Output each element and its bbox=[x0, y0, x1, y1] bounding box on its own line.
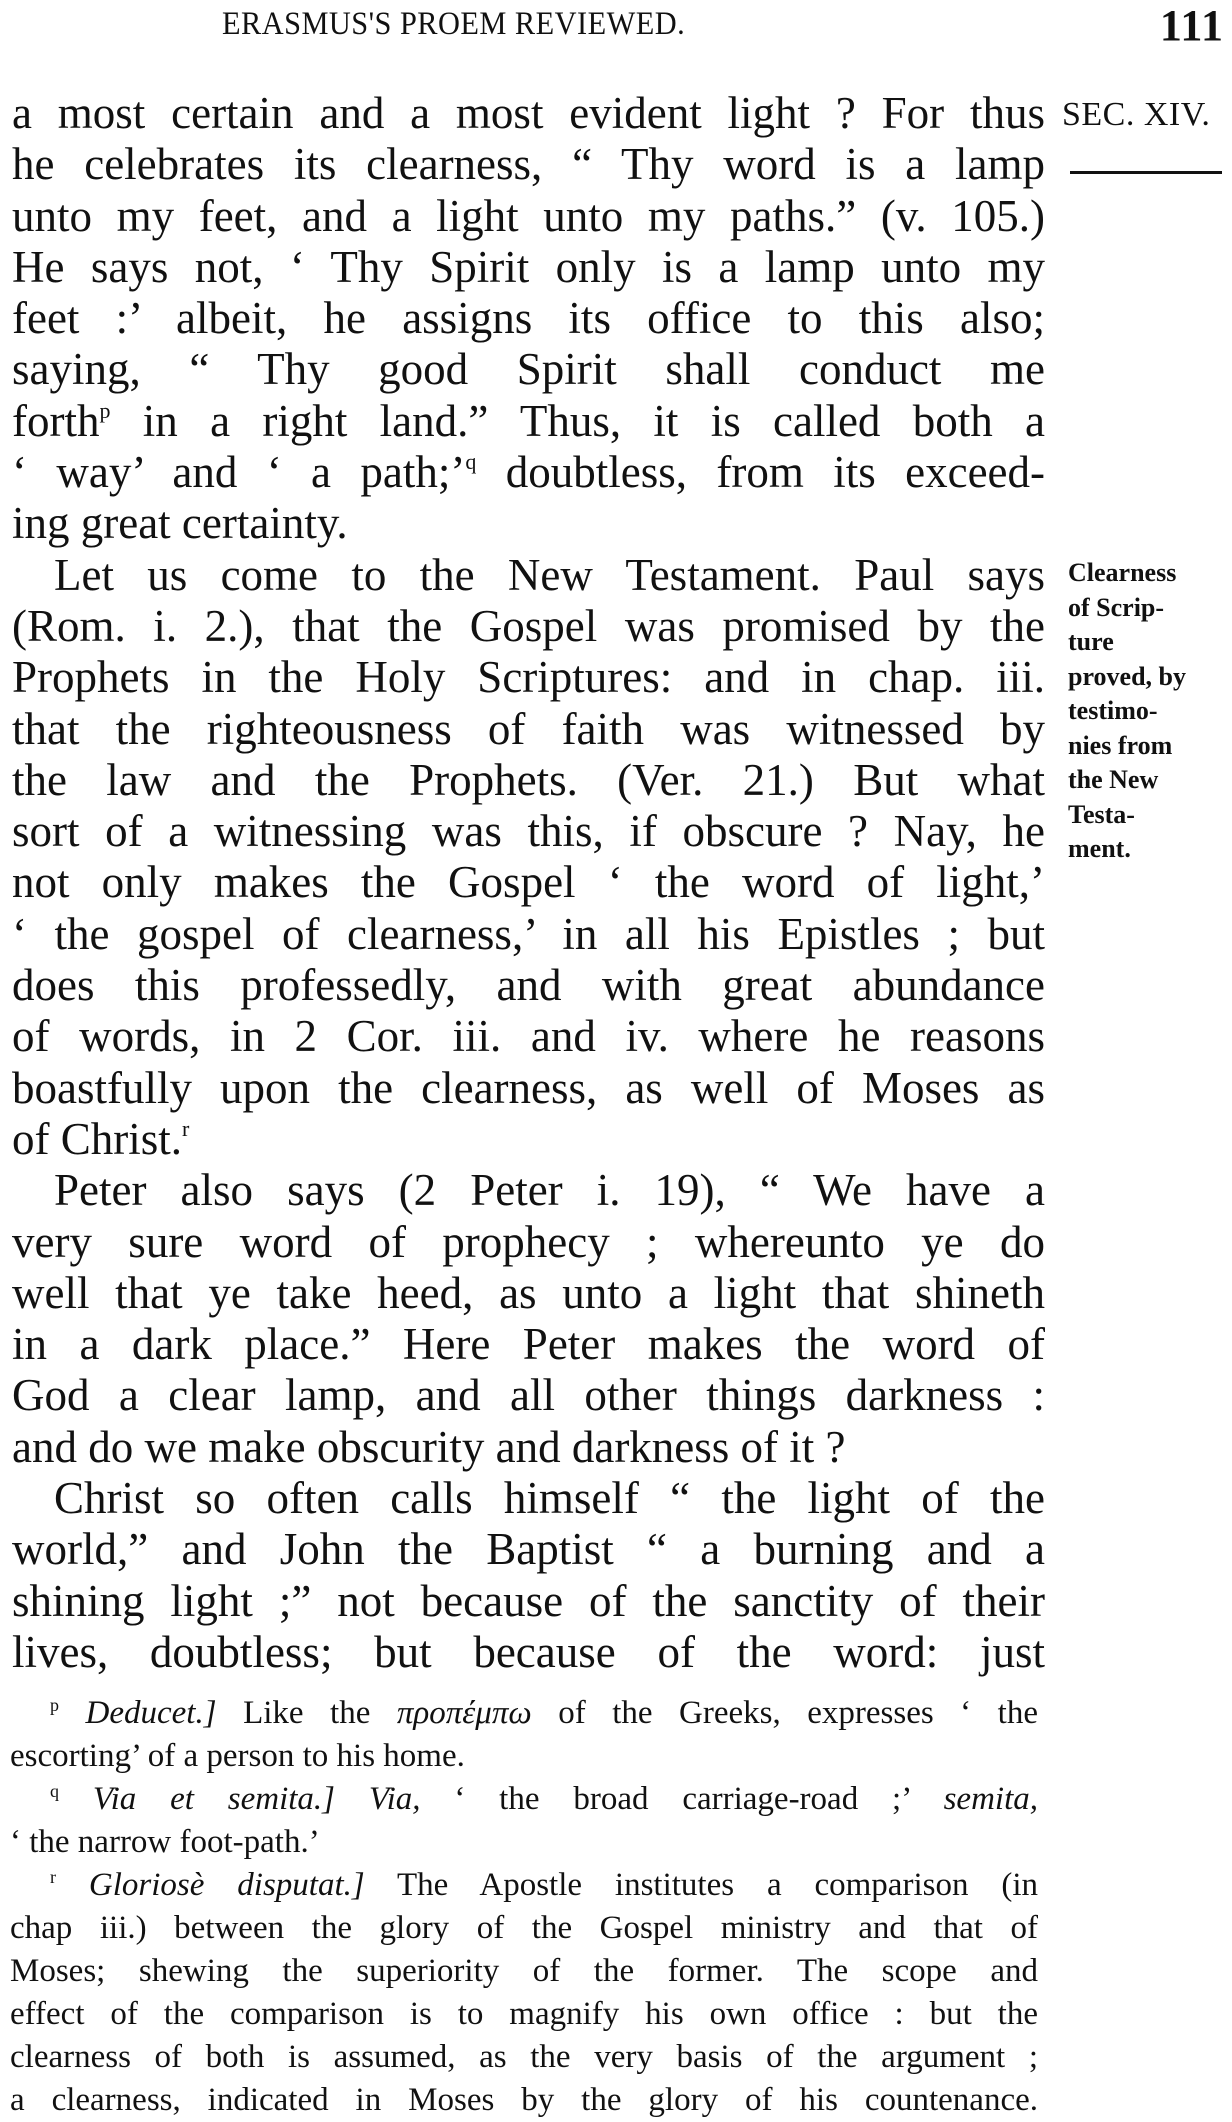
margin-note-line: Clearness bbox=[1068, 558, 1177, 587]
text-line: (Rom. i. 2.), that the Gospel was promised by the bbox=[12, 600, 1045, 651]
text-fragment: ‘ way’ and ‘ a path;’ bbox=[12, 447, 466, 498]
footnote-p bbox=[10, 1692, 1038, 1735]
margin-note-line: of Scrip- bbox=[1068, 592, 1165, 622]
footnote-line: a clearness, indicated in Moses by the glory of his countenance. bbox=[10, 2082, 1038, 2118]
text-line: that the righteousness of faith was witnessed by bbox=[12, 703, 1045, 754]
text-line: and do we make obscurity and darkness of it ? bbox=[12, 1421, 846, 1472]
footnote-line: chap iii.) between the glory of the Gospel ministry and that of bbox=[10, 1910, 1038, 1946]
text-line: He says not, ‘ Thy Spirit only is a lamp unto my bbox=[12, 241, 1045, 292]
text-line: world,” and John the Baptist “ a burning and a bbox=[12, 1524, 1045, 1575]
text-line bbox=[12, 396, 1045, 447]
margin-note-line: ture bbox=[1068, 627, 1114, 656]
text-line: he celebrates its clearness, “ Thy word is a lamp bbox=[12, 139, 1045, 190]
text-line: saying, “ Thy good Spirit shall conduct me bbox=[12, 344, 1045, 395]
text-line: Prophets in the Holy Scriptures: and in chap. iii. bbox=[12, 652, 1045, 703]
footnote-ref-r[interactable]: r bbox=[182, 1115, 190, 1141]
footnote-term: semita, bbox=[943, 1781, 1039, 1817]
text-line bbox=[12, 447, 1045, 498]
text-line: the law and the Prophets. (Ver. 21.) But what bbox=[12, 754, 1045, 805]
text-line: of words, in 2 Cor. iii. and iv. where he reasons bbox=[12, 1011, 1045, 1062]
text-line: well that ye take heed, as unto a light that shineth bbox=[12, 1267, 1045, 1318]
text-fragment: of Christ. bbox=[12, 1113, 183, 1164]
footnote-line: ‘ the narrow foot-path.’ bbox=[10, 1824, 320, 1860]
text-line: God a clear lamp, and all other things darkness : bbox=[12, 1370, 1045, 1421]
running-title: ERASMUS'S PROEM REVIEWED. bbox=[222, 6, 686, 42]
margin-note-line: the New bbox=[1068, 765, 1159, 794]
footnote-text: Like the bbox=[216, 1695, 397, 1731]
text-line: feet :’ albeit, he assigns its office to this also; bbox=[12, 293, 1045, 344]
text-line: a most certain and a most evident light ? For thus bbox=[12, 88, 1045, 138]
footnote-lemma: Via et semita.] bbox=[92, 1781, 335, 1817]
margin-note-line: proved, by bbox=[1068, 661, 1186, 691]
footnotes bbox=[10, 1692, 1038, 2122]
footnote-lemma: Deducet.] bbox=[85, 1695, 217, 1731]
footnote-line: Moses; shewing the superiority of the former. The scope and bbox=[10, 1953, 1038, 1989]
footnote-ref-p[interactable]: p bbox=[99, 397, 111, 423]
footnote-r bbox=[10, 1864, 1038, 1907]
text-fragment: forth bbox=[12, 395, 100, 446]
margin-note-line: nies from bbox=[1068, 730, 1173, 760]
footnote-line: effect of the comparison is to magnify his own office : but the bbox=[10, 1996, 1038, 2032]
text-line: Peter also says (2 Peter i. 19), “ We have a bbox=[54, 1165, 1045, 1216]
text-fragment: in a right land.” Thus, it is called both a bbox=[142, 395, 1046, 446]
body-text bbox=[12, 88, 1045, 1678]
footnote-ref-q[interactable]: q bbox=[465, 449, 477, 475]
footnote-mark: r bbox=[50, 1867, 56, 1887]
footnote-line: escorting’ of a person to his home. bbox=[10, 1738, 465, 1774]
footnote-mark: q bbox=[50, 1781, 59, 1801]
text-line: Let us come to the New Testament. Paul says bbox=[54, 549, 1045, 600]
footnote-line: clearness of both is assumed, as the very basis of the argument ; bbox=[10, 2039, 1038, 2075]
footnote-lemma: Gloriosè disputat.] bbox=[88, 1867, 365, 1903]
section-rule bbox=[1070, 171, 1222, 174]
margin-note-line: testimo- bbox=[1068, 696, 1158, 725]
footnote-text: ‘ the broad carriage-road ;’ bbox=[420, 1781, 944, 1817]
text-line bbox=[12, 1114, 1045, 1165]
greek-word: προπέμπω bbox=[396, 1695, 532, 1731]
text-line: very sure word of prophecy ; whereunto ye do bbox=[12, 1216, 1045, 1267]
footnote-q bbox=[10, 1778, 1038, 1821]
text-line: not only makes the Gospel ‘ the word of light,’ bbox=[12, 857, 1045, 908]
text-line: ing great certainty. bbox=[12, 498, 348, 549]
section-label: SEC. XIV. bbox=[1062, 96, 1211, 133]
text-line: lives, doubtless; but because of the word: just bbox=[12, 1626, 1045, 1677]
margin-note-line: ment. bbox=[1068, 834, 1131, 863]
footnote-term: Via, bbox=[368, 1781, 421, 1817]
footnote-mark: p bbox=[50, 1695, 59, 1715]
margin-note-line: Testa- bbox=[1068, 799, 1135, 829]
text-line: unto my feet, and a light unto my paths.” (v. 105.) bbox=[12, 190, 1045, 241]
text-line: shining light ;” not because of the sanctity of their bbox=[12, 1575, 1045, 1626]
text-line: sort of a witnessing was this, if obscure ? Nay, he bbox=[12, 806, 1045, 857]
text-line: Christ so often calls himself “ the light of the bbox=[54, 1473, 1045, 1524]
margin-note bbox=[1068, 556, 1230, 867]
page-number: 111 bbox=[1159, 1, 1224, 50]
text-line: ‘ the gospel of clearness,’ in all his Epistles ; but bbox=[12, 908, 1045, 959]
text-line: does this professedly, and with great abundance bbox=[12, 960, 1045, 1011]
footnote-text: The Apostle institutes a comparison (in bbox=[364, 1867, 1038, 1903]
text-fragment: doubtless, from its exceed- bbox=[505, 447, 1045, 498]
text-line: boastfully upon the clearness, as well of Moses as bbox=[12, 1062, 1045, 1113]
footnote-text: of the Greeks, expresses ‘ the bbox=[531, 1695, 1038, 1731]
text-line: in a dark place.” Here Peter makes the word of bbox=[12, 1319, 1045, 1370]
